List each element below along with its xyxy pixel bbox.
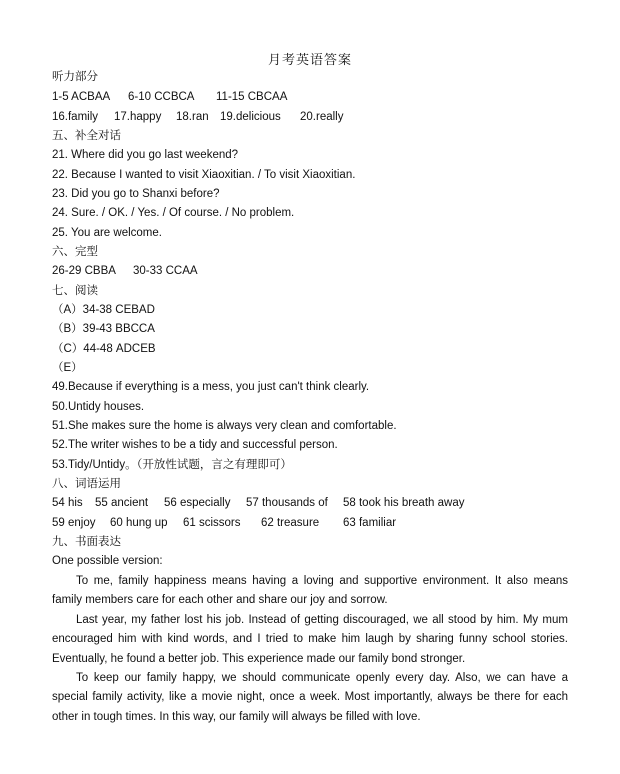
- reading-answer: 53.Tidy/Untidy。（开放性试题，言之有理即可）: [52, 459, 292, 471]
- vocab-answer: 61 scissors: [183, 517, 241, 529]
- dialogue-answer: 25. You are welcome.: [52, 227, 162, 239]
- reading-section-e: （E）: [52, 362, 83, 374]
- essay-paragraph-2: [52, 611, 568, 669]
- vocab-answer: 57 thousands of: [246, 497, 328, 509]
- dialogue-heading: 五、补全对话: [52, 130, 121, 142]
- reading-answer: 51.She makes sure the home is always very clean and comfortable.: [52, 420, 397, 432]
- listening-answer: 19.delicious: [220, 111, 281, 123]
- writing-intro: One possible version:: [52, 555, 163, 567]
- dialogue-answer: 24. Sure. / OK. / Yes. / Of course. / No problem.: [52, 207, 295, 219]
- listening-answer: 6-10 CCBCA: [128, 91, 195, 103]
- listening-answer: 18.ran: [176, 111, 209, 123]
- dialogue-answer: 21. Where did you go last weekend?: [52, 149, 239, 161]
- vocab-row-2: [52, 515, 396, 531]
- vocab-answer: 54 his: [52, 497, 83, 509]
- listening-row-1: [52, 89, 287, 105]
- cloze-answer: 30-33 CCAA: [133, 265, 198, 277]
- listening-answer: 17.happy: [114, 111, 162, 123]
- reading-section-b: （B）39-43 BBCCA: [52, 323, 155, 335]
- cloze-heading: 六、完型: [52, 246, 98, 258]
- writing-heading: 九、书面表达: [52, 536, 121, 548]
- dialogue-answer: 23. Did you go to Shanxi before?: [52, 188, 220, 200]
- reading-answer: 50.Untidy houses.: [52, 401, 145, 413]
- listening-answer: 16.family: [52, 111, 99, 123]
- reading-answer: 52.The writer wishes to be a tidy and successful person.: [52, 439, 338, 451]
- cloze-answer: 26-29 CBBA: [52, 265, 116, 277]
- essay-paragraph-1: [52, 572, 568, 611]
- listening-answer: 11-15 CBCAA: [216, 91, 288, 103]
- listening-row-2: [52, 109, 343, 125]
- listening-answer: 1-5 ACBAA: [52, 91, 111, 103]
- reading-section-c: （C）44-48 ADCEB: [52, 343, 156, 355]
- essay-paragraph-text: Last year, my father lost his job. Instead of getting discouraged, we all stood by him. My mum encouraged him with kind words, and I tried to make him laugh by sharing funny school stories. Eventually, he found a better job. This experience made our family bond stronger.: [52, 614, 568, 665]
- essay-paragraph-3: [52, 669, 568, 727]
- essay-paragraph-text: To keep our family happy, we should communicate openly every day. Also, we can have a special family activity, like a movie night, once a week. Most importantly, always be there for each other in tough times. In this way, our family will always be filled with love.: [52, 672, 568, 723]
- page-title: 月考英语答案: [267, 52, 352, 67]
- vocab-answer: 58 took his breath away: [343, 497, 465, 509]
- vocab-answer: 60 hung up: [110, 517, 168, 529]
- listening-answer: 20.really: [300, 111, 344, 123]
- reading-answer: 49.Because if everything is a mess, you just can't think clearly.: [52, 381, 370, 393]
- dialogue-answer: 22. Because I wanted to visit Xiaoxitian. / To visit Xiaoxitian.: [52, 169, 356, 181]
- essay-paragraph-text: To me, family happiness means having a loving and supportive environment. It also means family members care for each other and share our joy and sorrow.: [52, 575, 568, 607]
- vocab-answer: 62 treasure: [261, 517, 320, 529]
- vocab-answer: 63 familiar: [343, 517, 397, 529]
- vocab-answer: 59 enjoy: [52, 517, 96, 529]
- vocab-row-1: [52, 495, 464, 511]
- reading-heading: 七、阅读: [52, 285, 98, 297]
- cloze-answers: [52, 263, 198, 279]
- vocab-answer: 56 especially: [164, 497, 231, 509]
- vocab-answer: 55 ancient: [95, 497, 149, 509]
- vocab-heading: 八、词语运用: [52, 478, 121, 490]
- listening-heading: 听力部分: [52, 71, 98, 83]
- reading-section-a: （A）34-38 CEBAD: [52, 304, 155, 316]
